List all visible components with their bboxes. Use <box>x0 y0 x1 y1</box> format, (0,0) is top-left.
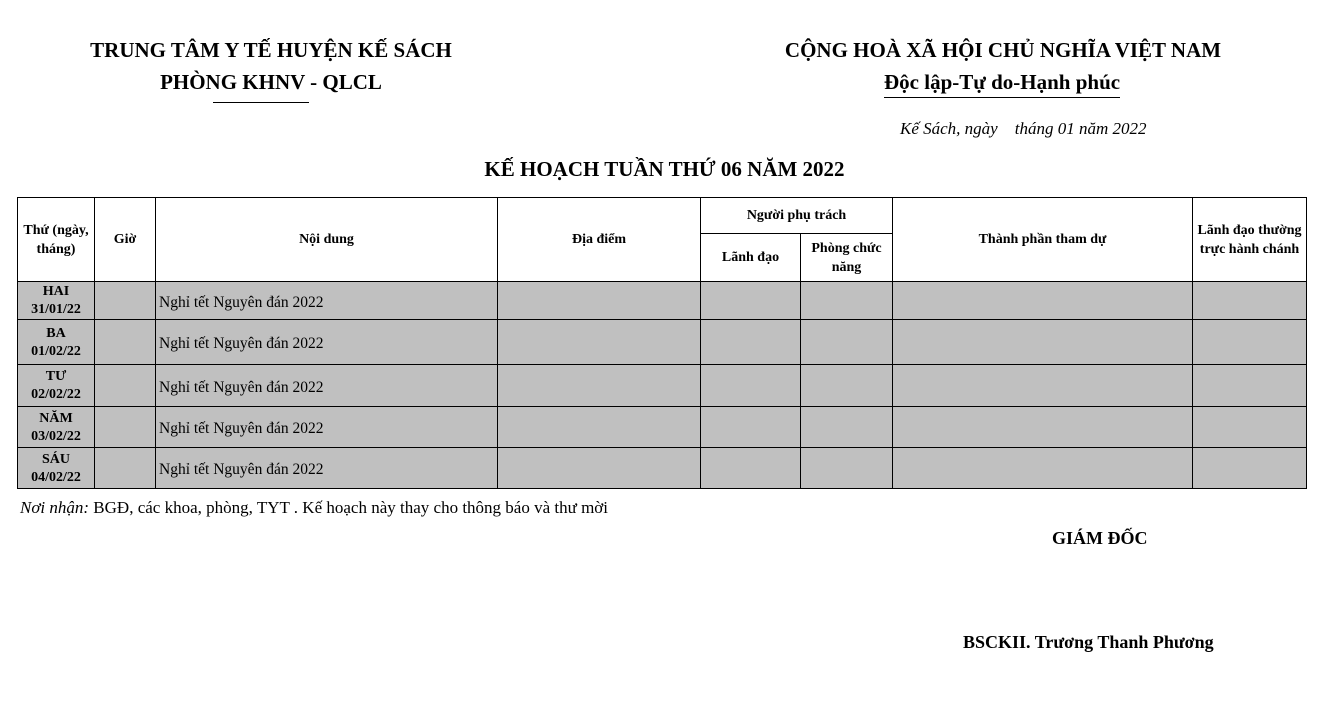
weekly-plan-table <box>17 197 1307 489</box>
department-cell <box>801 448 893 489</box>
weekday: BA <box>46 325 66 341</box>
weekday: NĂM <box>39 410 73 426</box>
header-time: Giờ <box>95 198 156 282</box>
weekday: TƯ <box>45 369 67 384</box>
header-department: Phòng chức năng <box>801 234 893 282</box>
content-cell: Nghỉ tết Nguyên đán 2022 <box>156 320 498 365</box>
organization-name: TRUNG TÂM Y TẾ HUYỆN KẾ SÁCH <box>90 38 452 62</box>
table-row <box>18 320 1307 365</box>
date: 02/02/22 <box>31 387 81 402</box>
recipients-text: BGĐ, các khoa, phòng, TYT . Kế hoạch này thay cho thông báo và thư mời <box>89 498 609 517</box>
department-name: PHÒNG KHNV - QLCL <box>160 70 382 94</box>
time-cell <box>95 448 156 489</box>
signer-title: GIÁM ĐỐC <box>1052 528 1148 548</box>
table-row <box>18 365 1307 407</box>
leader-cell <box>701 320 801 365</box>
participants-cell <box>893 365 1193 407</box>
content-cell: Nghỉ tết Nguyên đán 2022 <box>156 365 498 407</box>
header-content: Nội dung <box>156 198 498 282</box>
location-cell <box>498 282 701 320</box>
org-underline-divider <box>213 102 309 103</box>
content-cell: Nghỉ tết Nguyên đán 2022 <box>156 407 498 448</box>
time-cell <box>95 320 156 365</box>
header-duty-leader: Lãnh đạo thường trực hành chánh <box>1193 198 1307 282</box>
table-row <box>18 282 1307 320</box>
duty-leader-cell <box>1193 365 1307 407</box>
leader-cell <box>701 448 801 489</box>
location-cell <box>498 320 701 365</box>
duty-leader-cell <box>1193 320 1307 365</box>
participants-cell <box>893 282 1193 320</box>
table-row <box>18 407 1307 448</box>
day-cell <box>18 320 95 365</box>
leader-cell <box>701 282 801 320</box>
duty-leader-cell <box>1193 448 1307 489</box>
signer-name: BSCKII. Trương Thanh Phương <box>963 632 1214 652</box>
participants-cell <box>893 320 1193 365</box>
date: 04/02/22 <box>31 469 81 485</box>
day-cell <box>18 407 95 448</box>
day-cell <box>18 365 95 407</box>
date: 01/02/22 <box>31 343 81 359</box>
weekday: SÁU <box>41 451 70 467</box>
header-day: Thứ (ngày, tháng) <box>18 198 95 282</box>
date: 31/01/22 <box>31 302 81 317</box>
header-participants: Thành phần tham dự <box>893 198 1193 282</box>
day-cell <box>18 282 95 320</box>
date: 03/02/22 <box>31 428 81 444</box>
department-cell <box>801 365 893 407</box>
day-cell <box>18 448 95 489</box>
time-cell <box>95 282 156 320</box>
time-cell <box>95 365 156 407</box>
leader-cell <box>701 407 801 448</box>
duty-leader-cell <box>1193 282 1307 320</box>
location-cell <box>498 365 701 407</box>
department-cell <box>801 282 893 320</box>
content-cell: Nghỉ tết Nguyên đán 2022 <box>156 448 498 489</box>
location-cell <box>498 407 701 448</box>
header-responsible: Người phụ trách <box>701 198 893 234</box>
location-cell <box>498 448 701 489</box>
department-cell <box>801 407 893 448</box>
recipients-note <box>20 498 608 518</box>
weekday: HAI <box>42 284 70 299</box>
national-motto: Độc lập-Tự do-Hạnh phúc <box>884 70 1120 98</box>
department-cell <box>801 320 893 365</box>
leader-cell <box>701 365 801 407</box>
place-and-date: Kế Sách, ngày tháng 01 năm 2022 <box>900 119 1147 138</box>
content-cell: Nghỉ tết Nguyên đán 2022 <box>156 282 498 320</box>
header-leader: Lãnh đạo <box>701 234 801 282</box>
header-location: Địa điểm <box>498 198 701 282</box>
participants-cell <box>893 448 1193 489</box>
plan-title: KẾ HOẠCH TUẦN THỨ 06 NĂM 2022 <box>484 157 845 181</box>
duty-leader-cell <box>1193 407 1307 448</box>
participants-cell <box>893 407 1193 448</box>
national-title: CỘNG HOÀ XÃ HỘI CHỦ NGHĨA VIỆT NAM <box>784 38 1222 62</box>
table-row <box>18 448 1307 489</box>
time-cell <box>95 407 156 448</box>
recipients-label: Nơi nhận: <box>20 498 90 517</box>
